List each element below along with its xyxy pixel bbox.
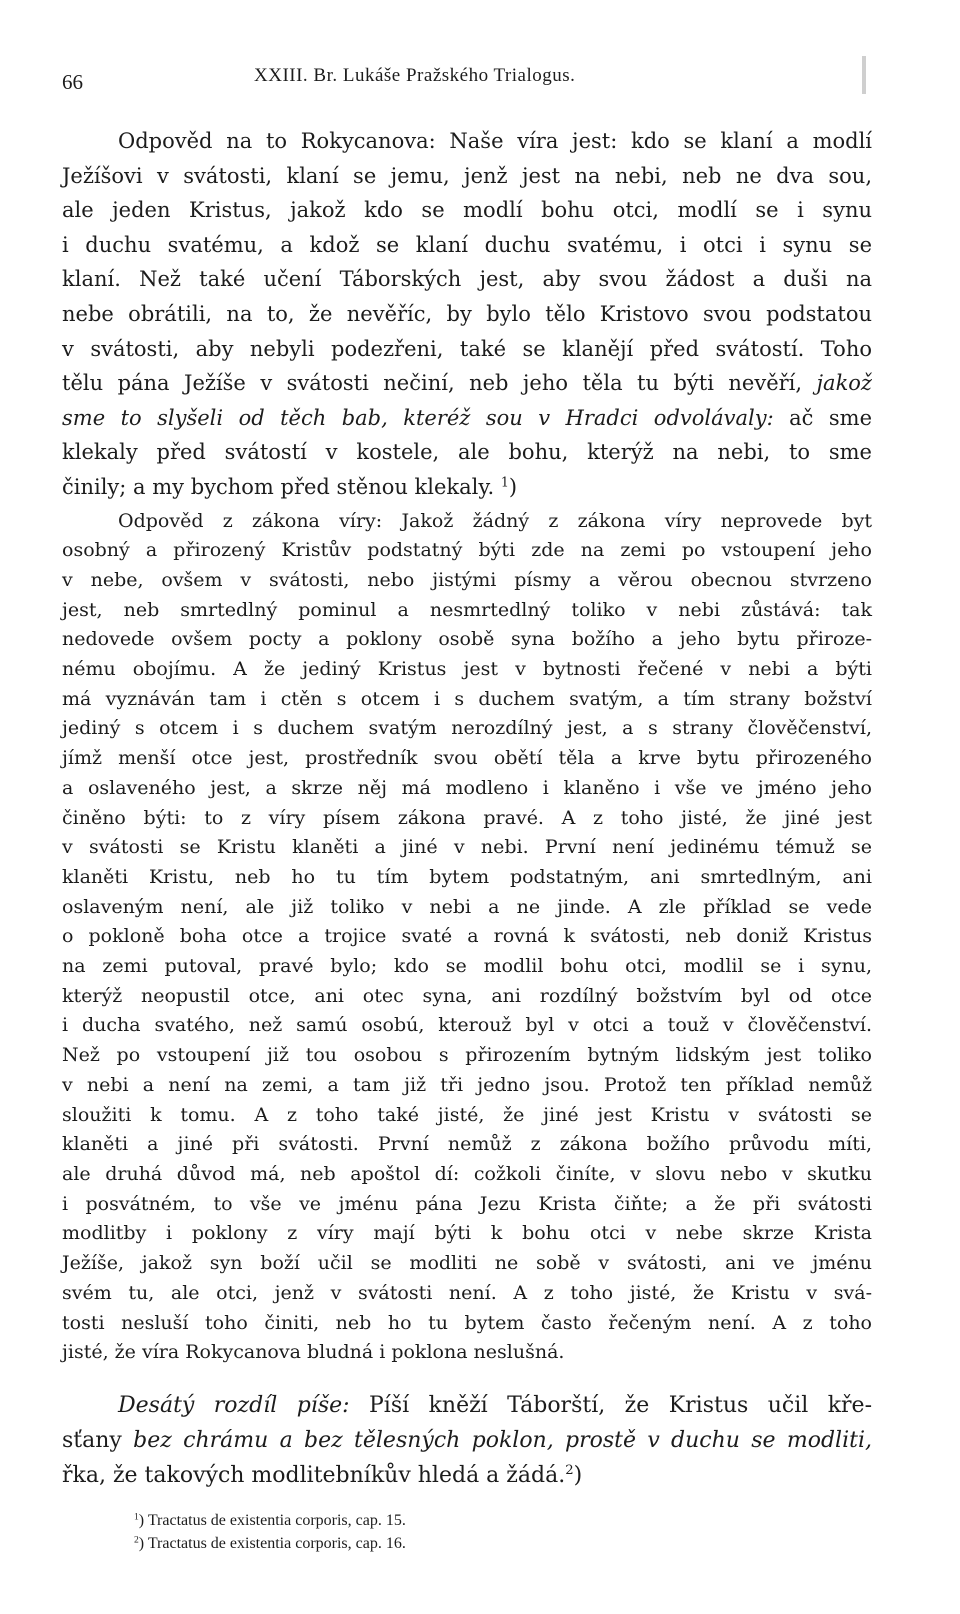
italic-quote: bez chrámu a bez tělesných poklon, prostě v duchu se modliti, [133, 1427, 873, 1453]
text-line: i ducha svatého, než samú osobú, kterouž byl v otci a touž v člověčenství. [62, 1014, 872, 1037]
text-line: kterýž neopustil otce, ani otec syna, ani rozdílný božstvím byl od otce [62, 984, 872, 1007]
text-line: má vyznáván tam i ctěn s otcem i s duchem svatým, a tím strany božství [62, 687, 872, 710]
text-segment: řka, že takových modlitebníkův hledá a žádá. [62, 1462, 566, 1488]
text-line: Ježíšovi v svátosti, klaní se jemu, jenž jest na nebi, neb ne dva sou, [62, 163, 872, 188]
footnote-text: Tractatus de existentia corporis, cap. 15. [147, 1511, 406, 1529]
text-line: osobný a přirozený Kristův podstatný býti zde na zemi po vstoupení jeho [62, 539, 872, 562]
footnote-text: Tractatus de existentia corporis, cap. 16. [147, 1534, 406, 1552]
text-line: klaní. Než také učení Táborských jest, aby svou žádost a duši na [62, 267, 872, 292]
text-line: jímž menší otce jest, prostředník svou obětí těla a krve bytu přirozeného [62, 747, 872, 770]
paragraph-law-answer [62, 507, 872, 1368]
text-line: v svátosti se Kristu klaněti a jiné v nebi. První není jedinému témuž se [62, 836, 872, 859]
footnote-mark: 1 [134, 1511, 139, 1523]
footnote-ref: 1 [500, 474, 509, 490]
text-line: a oslaveného jest, a skrze něj má modleno i klaněno i vše ve jméno jeho [62, 776, 872, 799]
text-line: činěno býti: to z víry písem zákona pravé. A z toho jisté, že jiné jest [62, 806, 872, 829]
text-line: jediný s otcem i s duchem svatým nerozdílný jest, a s strany člověčenství, [62, 717, 872, 740]
text-line [62, 1388, 872, 1423]
text-line: oslaveným není, ale již toliko v nebi a ne jinde. A zle příklad se vede [62, 895, 872, 918]
text-line: Ježíše, jakož syn boží učil se modliti ne sobě v svátosti, ani ve jménu [62, 1252, 872, 1275]
text-segment: Píší kněží Táborští, že Kristus učil kře- [368, 1392, 872, 1418]
text-line: sloužiti k tomu. A z toho také jisté, že jiné jest Kristu v svátosti se [62, 1103, 872, 1126]
text-line: tosti nesluší toho činiti, neb ho tu bytem často řečeným není. A z toho [62, 1311, 872, 1334]
italic-heading: Desátý rozdíl píše: [118, 1392, 350, 1418]
page [62, 56, 872, 1555]
text-line: v svátosti, aby nebyli podezřeni, také se klanějí před svátostí. Toho [62, 336, 872, 361]
text-line [62, 401, 872, 436]
running-title: XXIII. Br. Lukáše Pražského Trialogus. [254, 65, 576, 86]
text-line: klekaly před svátostí v kostele, ale bohu, kterýž na nebi, to sme [62, 440, 872, 465]
text-line: nedovede ovšem pocty a poklony osobě syna božího a jeho bytu přiroze- [62, 628, 872, 651]
text-line: na zemi putoval, pravé bylo; kdo se modlil bohu otci, modlil se i synu, [62, 955, 872, 978]
text-line: v nebi a není na zemi, a tam již tři jedno jsou. Protož ten příklad nemůž [62, 1073, 872, 1096]
text-line: řka, že takových modlitebníkův hledá a žádá.$^2$) [62, 1462, 583, 1488]
text-line: modlitby i poklony z víry mají býti k bohu otci v nebe skrze Krista [62, 1222, 872, 1245]
footnote: $^2$) Tractatus de existentia corporis, cap. 16. [134, 1534, 406, 1552]
italic-quote: sme to slyšeli od těch bab, kteréž sou v Hradci odvolávaly: [62, 405, 774, 430]
text-line: nebe obrátili, na to, že nevěříc, by bylo tělo Kristovo svou podstatou [62, 301, 872, 326]
text-line: klaněti a jiné při svátosti. První nemůž z zákona božího průvodu míti, [62, 1133, 872, 1156]
text-line [62, 366, 872, 401]
text-line: činily; a my bychom před stěnou klekaly. $^1$) [62, 474, 518, 499]
text-line: v nebe, ovšem v svátosti, nebo jistými písmy a věrou obecnou stvrzeno [62, 568, 872, 591]
footnotes [62, 1509, 872, 1555]
text-segment: ač sme [789, 405, 872, 430]
text-line: jisté, že víra Rokycanova bludná i poklona neslušná. [62, 1341, 565, 1364]
footnote: $^1$) Tractatus de existentia corporis, cap. 15. [134, 1511, 406, 1529]
text-line: i duchu svatému, a kdož se klaní duchu svatému, i otci i synu se [62, 232, 872, 257]
text-line [62, 1423, 872, 1458]
text-line: klaněti Kristu, neb ho tu tím bytem podstatným, ani smrtedlným, ani [62, 865, 872, 888]
text-line: o pokloně boha otce a trojice svaté a rovná k svátosti, neb doniž Kristus [62, 925, 872, 948]
italic-quote: jakož [816, 371, 872, 396]
text-segment: sťany [62, 1427, 122, 1453]
footnote-mark: 2 [134, 1534, 139, 1546]
running-head [62, 56, 872, 96]
text-line: nému obojímu. A že jediný Kristus jest v bytnosti řečené v nebi a býti [62, 658, 872, 681]
text-line: Než po vstoupení již tou osobou s přirozením bytným lidským jest toliko [62, 1044, 872, 1067]
text-line: ale druhá důvod má, neb apoštol dí: cožkoli činíte, v slovu nebo v skutku [62, 1163, 872, 1185]
text-line: ale jeden Kristus, jakož kdo se modlí bohu otci, modlí se i synu [62, 198, 872, 223]
paragraph-tenth-difference [62, 1388, 872, 1493]
text-line: Odpověd z zákona víry: Jakož žádný z zákona víry neprovede byt [118, 509, 872, 532]
text-line: svém tu, ale otci, jenž v svátosti není. A z toho jisté, že Kristu v svá- [62, 1281, 872, 1304]
text-segment: činily; a my bychom před stěnou klekaly. [62, 474, 495, 499]
page-number: 66 [62, 70, 83, 94]
footnote-ref: 2 [565, 1463, 574, 1479]
text-line: Odpověd na to Rokycanova: Naše víra jest: kdo se klaní a modlí [118, 129, 872, 153]
text-line: i posvátném, to vše ve jménu pána Jezu Krista čiňte; a že při svátosti [62, 1192, 872, 1215]
text-segment: tělu pána Ježíše v svátosti nečiní, neb jeho těla tu býti nevěří, [62, 371, 803, 396]
paragraph-rokycana-answer [62, 124, 872, 505]
text-line: jest, neb smrtedlný pominul a nesmrtedlný toliko v nebi zůstává: tak [62, 598, 872, 621]
